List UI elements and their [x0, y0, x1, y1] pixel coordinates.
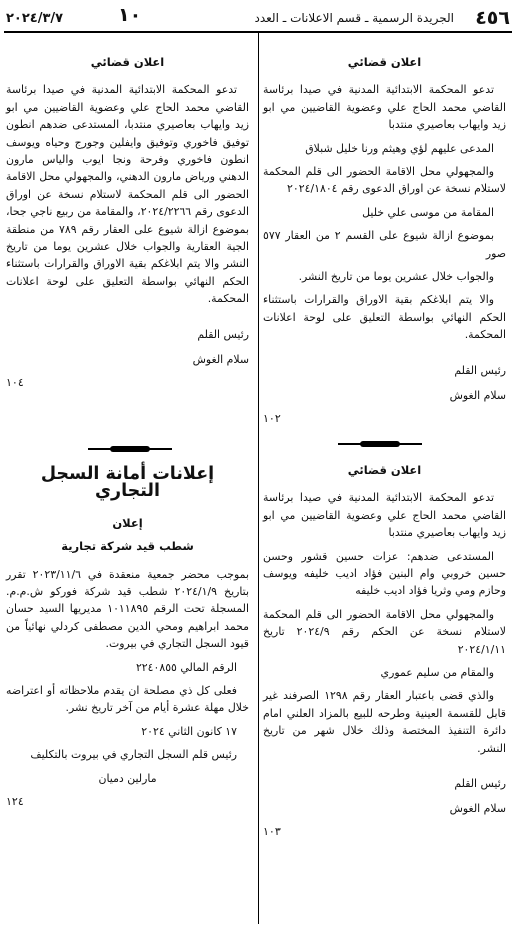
notice-intro: تدعو المحكمة الابتدائية المدنية في صيدا برئاسة القاضي محمد الحاج علي وعضوية القاضيين مي ابو زيد وايهاب بعاصيري منتدبا	[263, 491, 506, 540]
notice-body: تدعو المحكمة الابتدائية المدنية في صيدا برئاسة القاضي محمد الحاج علي وعضوية القاضيين مي ابو زيد وايهاب بعاصيري منتدبا، المستدعى ضدهم انطون توفيق فاخوري وتوفيق وايفلين وجورج وحياه ويوسف انطون فاخوري وفرحة ونجا ايوب والياس مارون الدهني ورياض مارون الدهني، والمجهولي محل الاقامة الحضور الى قلم المحكمة لاستلام نسخة عن اوراق الدعوى رقم ٢٠٢٤/٢٢٦٦، والمقامة من ربيع ناجي جحا، بموضوع ازالة شيوع على العقار رقم ٧٨٩ من منطقة الجية العقارية والجواب خلال عشرين يوما من تاريخ النشر والا يتم ابلاغكم بقية الاوراق والقرارات باستثناء الحكم النهائي بواسطة التعليق على لوحة اعلانات المحكمة.	[6, 83, 249, 306]
notice-subject: بموضوع ازالة شيوع على القسم ٢ من العقار ٥٧٧ صور	[263, 229, 506, 260]
notice-plaintiff: والمقام من سليم عموري	[380, 666, 494, 680]
notice-summons: والمجهولي محل الاقامة الحضور الى قلم المحكمة لاستلام نسخة عن اوراق الدعوى رقم ٢٠٢٤/١٨٠٤	[263, 165, 506, 196]
notice-number: ١٠٤	[6, 375, 24, 389]
notice-102	[263, 54, 506, 427]
notice-number: ١٠٢	[263, 411, 281, 425]
signer-name: سلام الغوش	[192, 352, 249, 366]
signer-title: رئيس قلم السجل التجاري في بيروت بالتكليف	[30, 748, 237, 762]
notice-ruling: والذي قضى باعتبار العقار رقم ١٢٩٨ الصرفند غير قابل للقسمة العينية وطرحه للبيع بالمزاد العلني امام دائرة التنفيذ المختصة وذلك خلال شهر من تاريخ النشر.	[263, 689, 506, 755]
section-heading: إعلانات أمانة السجل التجاري	[40, 464, 215, 502]
publication-title: الجريدة الرسمية ـ قسم الاعلانات ـ العدد	[254, 11, 454, 25]
notice-title: اعلان قضائي	[90, 55, 165, 69]
notice-title: اعلان قضائي	[347, 463, 422, 477]
notice-objection: فعلى كل ذي مصلحة ان يقدم ملاحظاته أو اعتراضه خلال مهلة عشرة أيام من آخر تاريخ نشر.	[6, 684, 249, 715]
notice-body: بموجب محضر جمعية منعقدة في ٢٠٢٣/١١/٦ تقرر بتاريخ ٢٠٢٤/١/٩ شطب قيد شركة فوركو ش.م.م. المسجلة تحت الرقم ١٠١١٨٩٥ مديريها السيد حسان محمد ابراهيم ومحي الدين مصطفى كردلي نهائياً من قيود السجل التجاري في بيروت.	[6, 567, 249, 651]
notice-date: ١٧ كانون الثاني ٢٠٢٤	[141, 724, 237, 738]
section-divider	[88, 446, 172, 452]
signer-name: سلام الغوش	[449, 388, 506, 402]
signer-title: رئيس القلم	[197, 327, 249, 341]
issue-number: ١٠	[118, 4, 142, 26]
signer-title: رئيس القلم	[454, 363, 506, 377]
registration-number: الرقم المالي ٢٢٤٠٨٥٥	[135, 660, 237, 674]
notice-number: ١٠٣	[263, 825, 281, 839]
notice-number: ١٢٤	[6, 795, 24, 809]
notice-title: إعلان	[112, 515, 143, 530]
signer-name: سلام الغوش	[449, 802, 506, 816]
page-number: ٤٥٦	[475, 7, 510, 29]
notice-103	[263, 462, 506, 841]
notice-defendants: المستدعى ضدهم: عزات حسين قشور وحسن حسين خروبي وام البنين فؤاد اديب خليفه ويوسف وحازم ومي وثريا فؤاد اديب خليفه	[263, 549, 506, 598]
notice-subtitle: شطب قيد شركة تجارية	[61, 539, 194, 554]
notice-defendants: المدعى عليهم لؤي وهيثم ورنا خليل شبلاق	[305, 141, 494, 155]
page-header	[0, 0, 516, 30]
notice-summons: والمجهولي محل الاقامة الحضور الى قلم المحكمة لاستلام نسخة عن الحكم رقم ٢٠٢٤/٩ تاريخ ٢٠٢٤/١/١١	[263, 607, 506, 656]
issue-date: ٢٠٢٤/٣/٧	[6, 11, 64, 26]
section-divider	[338, 441, 422, 447]
commercial-registry-section	[6, 466, 249, 811]
notice-104	[6, 54, 249, 391]
notice-warning: والا يتم ابلاغكم بقية الاوراق والقرارات باستثناء الحكم النهائي بواسطة التعليق على لوحة اعلانات المحكمة.	[263, 293, 506, 342]
column-divider	[258, 32, 259, 924]
notice-intro: تدعو المحكمة الابتدائية المدنية في صيدا برئاسة القاضي محمد الحاج علي وعضوية القاضيين مي ابو زيد وايهاب بعاصيري منتدبا	[263, 83, 506, 132]
notice-answer: والجواب خلال عشرين يوما من تاريخ النشر.	[298, 270, 494, 284]
signer-title: رئيس القلم	[454, 777, 506, 791]
notice-plaintiff: المقامة من موسى علي خليل	[362, 205, 494, 219]
signer-name: مارلين دميان	[98, 771, 157, 785]
notice-title: اعلان قضائي	[347, 55, 422, 69]
